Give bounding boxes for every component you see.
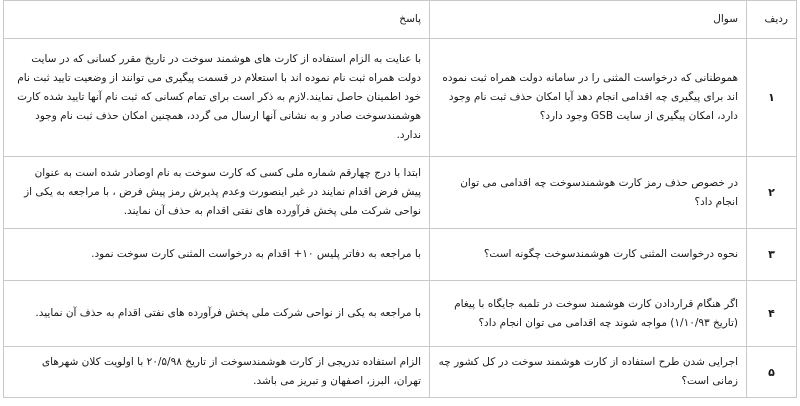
table-row <box>4 281 797 347</box>
header-row-number: ردیف <box>747 1 797 39</box>
question-cell: در خصوص حذف رمز کارت هوشمندسوخت چه اقدامی می توان انجام داد؟ <box>430 157 747 229</box>
question-cell: اگر هنگام قراردادن کارت هوشمند سوخت در تلمبه جایگاه با پیغام (تاریخ ۱/۱۰/۹۳) مواجه شوند چه اقدامی می توان انجام داد؟ <box>430 281 747 347</box>
table-row <box>4 347 797 398</box>
row-number: ۲ <box>747 157 797 229</box>
answer-cell: با عنایت به الزام استفاده از کارت های هوشمند سوخت در تاریخ مقرر کسانی که در سایت دولت همراه ثبت نام نموده اند با استعلام در قسمت پیگیری می توانند از وضعیت تایید ثبت نام خود اطمینان حاصل نمایند.لازم به ذکر است برای تمام کسانی که ثبت نام آنها تایید شده کارت هوشمندسوخت صادر و به نشانی آنها ارسال می گردد، همچنین امکان حذف ثبت نام وجود ندارد. <box>4 39 430 157</box>
header-question: سوال <box>430 1 747 39</box>
answer-cell: الزام استفاده تدریجی از کارت هوشمندسوخت از تاریخ ۲۰/۵/۹۸ با اولویت کلان شهرهای تهران، البرز، اصفهان و تبریز می باشد. <box>4 347 430 398</box>
question-cell: اجرایی شدن طرح استفاده از کارت هوشمند سوخت در کل کشور چه زمانی است؟ <box>430 347 747 398</box>
table-body <box>4 39 797 398</box>
question-cell: هموطنانی که درخواست المثنی را در سامانه دولت همراه ثبت نموده اند برای پیگیری چه اقدامی انجام دهد آیا امکان حذف ثبت نام وجود دارد، امکان پیگیری از سایت GSB وجود دارد؟ <box>430 39 747 157</box>
table-row <box>4 157 797 229</box>
question-cell: نحوه درخواست المثنی کارت هوشمندسوخت چگونه است؟ <box>430 229 747 281</box>
answer-cell: با مراجعه به دفاتر پلیس ۱۰+ اقدام به درخواست المثنی کارت سوخت نمود. <box>4 229 430 281</box>
row-number: ۳ <box>747 229 797 281</box>
faq-table <box>3 0 797 398</box>
table-row <box>4 229 797 281</box>
row-number: ۵ <box>747 347 797 398</box>
row-number: ۱ <box>747 39 797 157</box>
row-number: ۴ <box>747 281 797 347</box>
table-row <box>4 39 797 157</box>
answer-cell: با مراجعه به یکی از نواحی شرکت ملی پخش فرآورده های نفتی اقدام به حذف آن نمایید. <box>4 281 430 347</box>
header-answer: پاسخ <box>4 1 430 39</box>
table-header <box>4 1 797 39</box>
answer-cell: ابتدا با درج چهارقم شماره ملی کسی که کارت سوخت به نام اوصادر شده است به عنوان پیش فرض اقدام نمایند در غیر اینصورت وعدم پذیرش رمز پیش فرض ، با مراجعه به یکی از نواحی شرکت ملی پخش فرآورده های نفتی اقدام به حذف آن نمایند. <box>4 157 430 229</box>
header-row <box>4 1 797 39</box>
